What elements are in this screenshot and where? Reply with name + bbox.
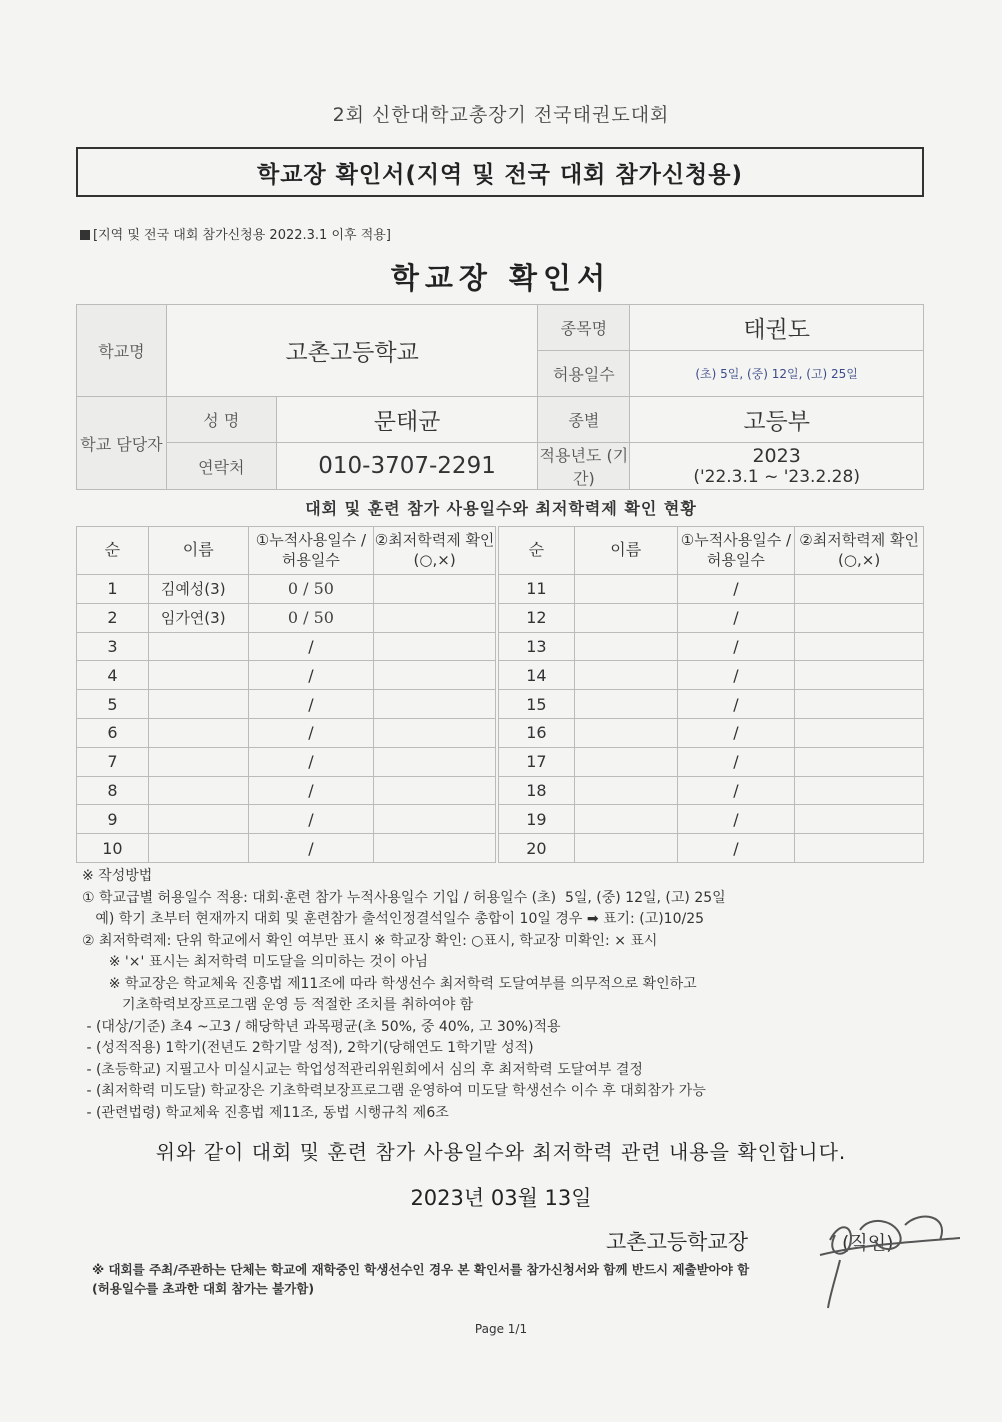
col-name-header: 이름 bbox=[574, 527, 677, 575]
method-line: - (초등학교) 지필고사 미실시교는 학업성적관리위원회에서 심의 후 최저학력 도달여부 결정 bbox=[82, 1061, 643, 1078]
row-number: 14 bbox=[499, 661, 575, 690]
row-days: / bbox=[677, 805, 795, 834]
row-number: 17 bbox=[499, 747, 575, 776]
row-check bbox=[795, 603, 924, 632]
row-number: 13 bbox=[499, 632, 575, 661]
row-days: / bbox=[677, 718, 795, 747]
info-table bbox=[76, 304, 924, 490]
row-days: / bbox=[677, 632, 795, 661]
row-number: 7 bbox=[77, 747, 149, 776]
table-row bbox=[499, 661, 924, 690]
row-days: / bbox=[248, 805, 374, 834]
row-days: 0 / 50 bbox=[248, 603, 374, 632]
page-number: Page 1/1 bbox=[474, 1322, 528, 1336]
year-label: 적용년도 (기간) bbox=[538, 443, 630, 490]
row-check bbox=[795, 690, 924, 719]
row-check bbox=[374, 632, 496, 661]
contact-value: 010-3707-2291 bbox=[276, 443, 538, 490]
row-number: 3 bbox=[77, 632, 149, 661]
document-title: 학교장 확인서(지역 및 전국 대회 참가신청용) bbox=[257, 161, 743, 188]
row-name bbox=[148, 632, 248, 661]
year-cell bbox=[630, 443, 924, 490]
row-number: 8 bbox=[77, 776, 149, 805]
list-subtitle: 대회 및 훈련 참가 사용일수와 최저학력제 확인 현황 bbox=[305, 499, 697, 518]
main-title: 학교장 확인서 bbox=[390, 261, 612, 295]
row-name bbox=[148, 834, 248, 863]
table-row bbox=[77, 661, 496, 690]
row-number: 1 bbox=[77, 575, 149, 604]
row-name bbox=[148, 690, 248, 719]
row-days: / bbox=[677, 776, 795, 805]
method-line: ※ 학교장은 학교체육 진흥법 제11조에 따라 학생선수 최저학력 도달여부를 의무적으로 확인하고 bbox=[82, 975, 697, 992]
name-value: 문태균 bbox=[276, 397, 538, 443]
method-line: 예) 학기 초부터 현재까지 대회 및 훈련참가 출석인정결석일수 총합이 10일 경우 ➡ 표기: (고)10/25 bbox=[82, 911, 705, 927]
method-line: - (관련법령) 학교체육 진흥법 제11조, 동법 시행규칙 제6조 bbox=[82, 1104, 449, 1121]
row-number: 16 bbox=[499, 718, 575, 747]
row-name bbox=[148, 747, 248, 776]
row-check bbox=[795, 632, 924, 661]
square-bullet-icon bbox=[80, 230, 90, 240]
row-name bbox=[574, 747, 677, 776]
row-name bbox=[574, 632, 677, 661]
division-value: 고등부 bbox=[630, 397, 924, 443]
col-check-header: ②최저학력제 확인(○,×) bbox=[795, 527, 924, 575]
row-days: / bbox=[248, 834, 374, 863]
contact-label: 연락처 bbox=[166, 443, 276, 490]
row-number: 5 bbox=[77, 690, 149, 719]
days-label: 허용일수 bbox=[538, 351, 630, 397]
method-line: ② 최저학력제: 단위 학교에서 확인 여부만 표시 ※ 학교장 확인: ○표시, 학교장 미확인: × 표시 bbox=[82, 932, 658, 949]
col-no-header: 순 bbox=[77, 527, 149, 575]
col-days-header: ①누적사용일수 /허용일수 bbox=[248, 527, 374, 575]
row-name bbox=[574, 661, 677, 690]
footer-line-1: ※ 대회를 주최/주관하는 단체는 학교에 재학중인 학생선수인 경우 본 확인서를 참가신청서와 함께 반드시 제출받아야 함 bbox=[92, 1262, 750, 1277]
row-name bbox=[148, 805, 248, 834]
row-check bbox=[795, 776, 924, 805]
row-name bbox=[574, 805, 677, 834]
year-period: ('22.3.1 ~ '23.2.28) bbox=[693, 467, 860, 487]
sport-value: 태권도 bbox=[630, 305, 924, 351]
table-row bbox=[77, 805, 496, 834]
row-number: 11 bbox=[499, 575, 575, 604]
table-row bbox=[77, 690, 496, 719]
row-days: / bbox=[248, 776, 374, 805]
table-row bbox=[499, 632, 924, 661]
row-days: / bbox=[248, 632, 374, 661]
row-check bbox=[374, 603, 496, 632]
table-row bbox=[77, 575, 496, 604]
name-label: 성 명 bbox=[166, 397, 276, 443]
table-row bbox=[499, 805, 924, 834]
row-days: / bbox=[677, 690, 795, 719]
row-days: 0 / 50 bbox=[248, 575, 374, 604]
col-no-header: 순 bbox=[499, 527, 575, 575]
row-number: 18 bbox=[499, 776, 575, 805]
table-row bbox=[499, 718, 924, 747]
table-row bbox=[499, 776, 924, 805]
school-label: 학교명 bbox=[77, 305, 167, 397]
method-line: ※ 작성방법 bbox=[82, 868, 153, 884]
document-title-box bbox=[76, 147, 924, 197]
row-name: 김예성(3) bbox=[148, 575, 248, 604]
row-days: / bbox=[677, 747, 795, 776]
col-days-header: ①누적사용일수 /허용일수 bbox=[677, 527, 795, 575]
table-row bbox=[499, 603, 924, 632]
row-check bbox=[374, 805, 496, 834]
row-check bbox=[795, 575, 924, 604]
confirm-statement: 위와 같이 대회 및 훈련 참가 사용일수와 최저학력 관련 내용을 확인합니다. bbox=[155, 1140, 847, 1164]
row-days: / bbox=[248, 690, 374, 719]
row-check bbox=[795, 805, 924, 834]
row-check bbox=[795, 747, 924, 776]
footer-note bbox=[92, 1260, 749, 1298]
division-label: 종별 bbox=[538, 397, 630, 443]
col-check-header: ②최저학력제 확인(○,×) bbox=[374, 527, 496, 575]
table-row bbox=[499, 834, 924, 863]
row-days: / bbox=[248, 747, 374, 776]
table-row bbox=[77, 718, 496, 747]
row-days: / bbox=[248, 661, 374, 690]
row-check bbox=[795, 834, 924, 863]
row-check bbox=[795, 718, 924, 747]
confirm-date: 2023년 03월 13일 bbox=[410, 1186, 592, 1210]
event-title: 2회 신한대학교총장기 전국태권도대회 bbox=[332, 104, 670, 126]
row-check bbox=[374, 661, 496, 690]
row-number: 12 bbox=[499, 603, 575, 632]
notice-text: [지역 및 전국 대회 참가신청용 2022.3.1 이후 적용] bbox=[93, 228, 391, 243]
table-row bbox=[499, 690, 924, 719]
participants-table-right bbox=[498, 526, 924, 863]
row-days: / bbox=[677, 661, 795, 690]
row-name: 임가연(3) bbox=[148, 603, 248, 632]
year-value: 2023 bbox=[752, 445, 801, 467]
method-line: ※ '×' 표시는 최저학력 미도달을 의미하는 것이 아님 bbox=[82, 954, 428, 970]
row-days: / bbox=[248, 718, 374, 747]
row-check bbox=[795, 661, 924, 690]
row-check bbox=[374, 747, 496, 776]
row-number: 20 bbox=[499, 834, 575, 863]
footer-line-2: (허용일수를 초과한 대회 참가는 불가함) bbox=[92, 1281, 315, 1296]
seal-text: (직인) bbox=[842, 1232, 894, 1254]
row-name bbox=[574, 575, 677, 604]
table-row bbox=[77, 632, 496, 661]
table-row bbox=[77, 776, 496, 805]
table-row bbox=[77, 603, 496, 632]
row-check bbox=[374, 776, 496, 805]
row-check bbox=[374, 718, 496, 747]
days-value: (초) 5일, (중) 12일, (고) 25일 bbox=[630, 351, 924, 397]
table-row bbox=[499, 575, 924, 604]
row-number: 6 bbox=[77, 718, 149, 747]
row-name bbox=[574, 776, 677, 805]
row-check bbox=[374, 834, 496, 863]
method-line: - (대상/기준) 초4 ~고3 / 해당학년 과목평균(초 50%, 중 40%, 고 30%)적용 bbox=[82, 1018, 561, 1035]
method-line: - (최저학력 미도달) 학교장은 기초학력보장프로그램 운영하여 미도달 학생선수 이수 후 대회참가 가능 bbox=[82, 1083, 706, 1099]
participants-table-left bbox=[76, 526, 496, 863]
manager-label: 학교 담당자 bbox=[77, 397, 167, 490]
handwritten-signature bbox=[800, 1200, 970, 1310]
school-value: 고촌고등학교 bbox=[166, 305, 538, 397]
method-line: ① 학교급별 허용일수 적용: 대회·훈련 참가 누적사용일수 기입 / 허용일수 (초) 5일, (중) 12일, (고) 25일 bbox=[82, 889, 726, 906]
principal-title: 고촌고등학교장 bbox=[606, 1230, 749, 1254]
row-days: / bbox=[677, 834, 795, 863]
row-name bbox=[148, 718, 248, 747]
row-number: 4 bbox=[77, 661, 149, 690]
row-number: 15 bbox=[499, 690, 575, 719]
row-name bbox=[148, 776, 248, 805]
row-name bbox=[574, 718, 677, 747]
row-days: / bbox=[677, 575, 795, 604]
table-row bbox=[77, 747, 496, 776]
row-check bbox=[374, 690, 496, 719]
method-line: 기초학력보장프로그램 운영 등 적절한 조치를 취하여야 함 bbox=[82, 997, 474, 1013]
table-row bbox=[499, 747, 924, 776]
writing-method bbox=[82, 866, 932, 1124]
col-name-header: 이름 bbox=[148, 527, 248, 575]
row-number: 10 bbox=[77, 834, 149, 863]
row-name bbox=[574, 690, 677, 719]
row-check bbox=[374, 575, 496, 604]
sport-label: 종목명 bbox=[538, 305, 630, 351]
row-number: 2 bbox=[77, 603, 149, 632]
row-name bbox=[148, 661, 248, 690]
method-line: - (성적적용) 1학기(전년도 2학기말 성적), 2학기(당해연도 1학기말 성적) bbox=[82, 1040, 534, 1056]
notice-line bbox=[80, 224, 391, 243]
row-name bbox=[574, 834, 677, 863]
table-row bbox=[77, 834, 496, 863]
row-number: 19 bbox=[499, 805, 575, 834]
row-name bbox=[574, 603, 677, 632]
row-number: 9 bbox=[77, 805, 149, 834]
row-days: / bbox=[677, 603, 795, 632]
